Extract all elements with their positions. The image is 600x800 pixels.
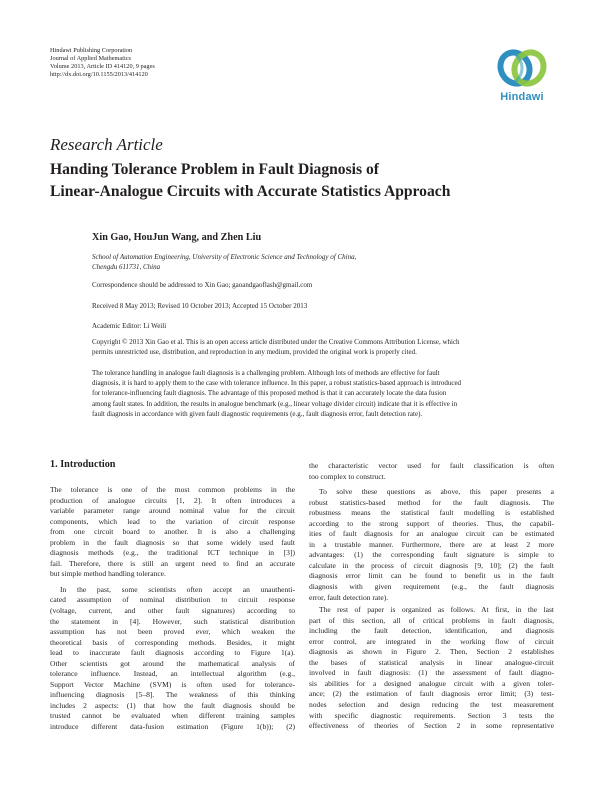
text-line: fail. Therefore, there is still an urgent need to find an accurate xyxy=(50,558,295,568)
text-line: advantages: (1) the corresponding fault signature is simple to xyxy=(309,550,554,560)
text-line: variable parameter range around nominal value for the circuit xyxy=(50,506,295,516)
text-line: involved in fault diagnosis: (1) the assessment of fault diagno- xyxy=(309,668,554,678)
text-line: in a trustable manner. Furthermore, there are at least 2 more xyxy=(309,539,554,549)
text-line: Other scientists got around the mathematical analysis of xyxy=(50,658,295,668)
right-column xyxy=(309,461,554,732)
text-line: cated assumption of nominal distribution to circuit response xyxy=(50,595,295,605)
left-column xyxy=(50,459,295,733)
text-line: includes 2 aspects: (1) that how the fault diagnosis should be xyxy=(50,700,295,710)
hindawi-logo-text: Hindawi xyxy=(500,91,544,103)
text-line: part of this section, all of critical problems in fault diagnosis, xyxy=(309,615,554,625)
text-line: influencing diagnosis [5–8]. The weakness of this thinking xyxy=(50,690,295,700)
paragraph xyxy=(50,485,295,580)
title-line: Handing Tolerance Problem in Fault Diagnosis of xyxy=(50,161,379,178)
text-line: theoretical basis of corresponding methods. Besides, it might xyxy=(50,637,295,647)
publisher-name: Hindawi Publishing Corporation xyxy=(50,47,133,54)
text-line: (voltage, current, and other fault signatures) according to xyxy=(50,606,295,616)
copyright-line: Copyright © 2013 Xin Gao et al. This is an open access article distributed under the Creative Commons Attribution License, which xyxy=(92,338,460,346)
abstract-line: for tolerance-influencing fault diagnosis. The advantage of this proposed method is that it can accurately locate the data fusion xyxy=(92,389,447,398)
abstract-line: diagnosis, it is hard to apply them to the case with tolerance influence. In this paper, a robust statistics-based approach is introduced xyxy=(92,379,462,388)
text-line: according to the strong support of theories. Thus, the capabil- xyxy=(309,518,554,528)
text-line: robust statistics-based method for the fault diagnosis. The xyxy=(309,497,554,507)
paragraph xyxy=(50,585,295,733)
text-line: including the fault detection, identification, and diagnosis xyxy=(309,626,554,636)
doi-link[interactable]: http://dx.doi.org/10.1155/2013/414120 xyxy=(50,71,148,78)
text-line: diagnosis with given requirement (e.g., the fault diagnosis xyxy=(309,582,554,592)
text-line: too complex to construct. xyxy=(309,471,386,481)
text-line: To solve these questions as above, this paper presents a xyxy=(319,487,554,497)
text-line: the statement in [4]. However, such statistical distribution xyxy=(50,616,295,626)
journal-name: Journal of Applied Mathematics xyxy=(50,55,131,62)
text-line: components, which lead to the variation of circuit response xyxy=(50,516,295,526)
affiliation xyxy=(92,252,552,272)
text-line: The tolerance is one of the most common problems in the xyxy=(50,485,295,494)
text-line: lead to inaccurate fault diagnosis according to Figure 1(a). xyxy=(50,648,295,658)
author-list: Xin Gao, HouJun Wang, and Zhen Liu xyxy=(92,232,262,243)
affiliation-line: Chengdu 611731, China xyxy=(92,263,161,271)
text-line: diagnosis methods (e.g., the traditional ICT technique in [3]) xyxy=(50,548,295,558)
article-title xyxy=(50,159,550,203)
text-line: but simple method handling tolerance. xyxy=(50,569,166,579)
text-line: introduce different data-fusion estimation (Figure 1(b)); (2) xyxy=(50,722,295,732)
text-line: The rest of paper is organized as follows. At first, in the last xyxy=(319,605,554,615)
text-line: problem in the fault diagnosis so that some widely used fault xyxy=(50,537,295,547)
abstract-line: among fault states. In addition, the results in analogue benchmark (e.g., linear voltage divider circuit) indicate that it is effective in xyxy=(92,399,458,408)
abstract-line: The tolerance handling in analogue fault diagnosis is a challenging problem. Although lots of methods are effective for fault xyxy=(92,369,440,377)
text-line: error, fault detection rate). xyxy=(309,592,389,602)
text-line: diagnosis error limit can be found to benefit us in the fault xyxy=(309,571,554,581)
text-line: the characteristic vector used for fault classification is often xyxy=(309,461,554,470)
copyright-notice xyxy=(92,337,558,357)
academic-editor: Academic Editor: Li Weili xyxy=(92,322,167,330)
text-line: error control, are integrated in the working flow of circuit xyxy=(309,636,554,646)
text-line: the bases of statistical analysis in linear analogue-circuit xyxy=(309,657,554,667)
text-line: nodes selection and design reducing the test measurement xyxy=(309,700,554,710)
text-line: ities of fault diagnosis for an analogue circuit can be estimated xyxy=(309,529,554,539)
text-line: In the past, some scientists often accept an unauthenti- xyxy=(60,584,295,594)
paragraph xyxy=(309,487,554,603)
text-line: diagnosis as shown in Figure 2. Then, Section 2 establishes xyxy=(309,647,554,657)
text-line: robustness means the statistical fault modelling is established xyxy=(309,508,554,518)
text-line: Support Vector Machine (SVM) is often used for tolerance- xyxy=(50,679,295,689)
article-type: Research Article xyxy=(50,135,163,154)
text-line: assumption has not been proved ever, which weaken the xyxy=(50,627,295,637)
affiliation-line: School of Automation Engineering, University of Electronic Science and Technology of China, xyxy=(92,253,357,261)
text-line: from one circuit board to another. It is also a challenging xyxy=(50,527,295,537)
text-line: with specific diagnostic requirements. Section 3 tests the xyxy=(309,710,554,720)
text-line: ance; (2) the estimation of fault diagnosis error limit; (3) test- xyxy=(309,689,554,699)
paragraph xyxy=(309,461,554,482)
section-heading: 1. Introduction xyxy=(50,459,116,470)
paragraph xyxy=(309,605,554,732)
text-line: effectiveness of theories of Section 2 in some representative xyxy=(309,721,554,731)
correspondence: Correspondence should be addressed to Xin Gao; gaoandgaoflash@gmail.com xyxy=(92,281,313,289)
abstract xyxy=(92,368,558,419)
copyright-line: permits unrestricted use, distribution, and reproduction in any medium, provided the original work is properly cited. xyxy=(92,348,417,356)
journal-header xyxy=(50,47,155,79)
text-line: tolerance influence. Instead, an intellectual algorithm (e.g., xyxy=(50,669,295,679)
title-line: Linear-Analogue Circuits with Accurate Statistics Approach xyxy=(50,183,451,200)
text-line: trusted cannot be evaluated when different training samples xyxy=(50,711,295,721)
text-line: calculate in the process of circuit diagnosis [9, 10]; (2) the fault xyxy=(309,560,554,570)
abstract-line: fault diagnosis in accordance with given fault diagnostic requirements (e.g., fault diagnosis error, fault detection rate). xyxy=(92,409,423,418)
publication-dates: Received 8 May 2013; Revised 10 October 2013; Accepted 15 October 2013 xyxy=(92,302,308,310)
text-line: sis abilities for a designed analogue circuit with a given toler- xyxy=(309,678,554,688)
text-line: production of analogue circuits [1, 2]. It often introduces a xyxy=(50,495,295,505)
volume-info: Volume 2013, Article ID 414120, 9 pages xyxy=(50,63,155,70)
